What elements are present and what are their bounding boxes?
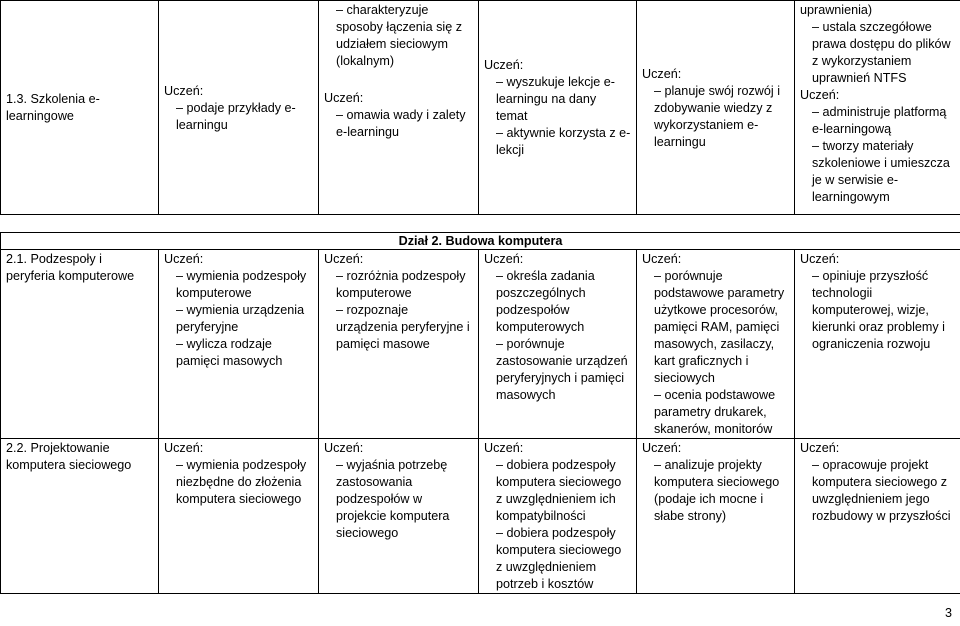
requirement-cell (159, 250, 319, 439)
requirement-item: – opracowuje projekt komputera sieciowego z uwzględnieniem jego rozbudowy w przyszłości (812, 458, 951, 523)
requirement-item: uprawnienia) (800, 3, 873, 17)
topic-label: 2.2. Projektowanie komputera sieciowego (6, 441, 132, 472)
requirement-cell (159, 1, 319, 215)
curriculum-table-top (0, 0, 960, 215)
requirement-item: – dobiera podzespoły komputera sieciowego z uwzględnieniem potrzeb i kosztów (496, 526, 622, 591)
requirement-item: – porównuje zastosowanie urządzeń peryferyjnych i pamięci masowych (496, 337, 628, 402)
requirement-cell (637, 439, 795, 594)
requirement-item: – ocenia podstawowe parametry drukarek, skanerów, monitorów (654, 388, 776, 436)
requirement-item: – omawia wady i zalety e-learningu (336, 108, 466, 139)
student-label: Uczeń: (484, 58, 524, 72)
requirement-item: – podaje przykłady e-learningu (176, 100, 296, 132)
requirement-item: – charakteryzuje sposoby łączenia się z udziałem sieciowym (lokalnym) (336, 3, 463, 68)
requirement-cell (637, 1, 795, 215)
student-label: Uczeń: (484, 252, 524, 266)
student-label: Uczeń: (800, 88, 840, 102)
student-label: Uczeń: (642, 252, 682, 266)
student-label: Uczeń: (800, 252, 840, 266)
section-header (1, 233, 960, 250)
student-label: Uczeń: (324, 252, 364, 266)
requirement-item: – tworzy materiały szkoleniowe i umieszcza je w serwisie e-learningowym (812, 139, 950, 204)
requirement-cell (637, 250, 795, 439)
requirement-item: – wylicza rodzaje pamięci masowych (176, 337, 283, 368)
requirement-cell (795, 439, 960, 594)
student-label: Uczeń: (324, 91, 364, 105)
requirement-cell (479, 439, 637, 594)
requirement-item: – wymienia urządzenia peryferyjne (176, 303, 305, 334)
topic-cell (1, 1, 159, 215)
requirement-item: – ustala szczegółowe prawa dostępu do plików z wykorzystaniem uprawnień NTFS (812, 20, 951, 85)
topic-label: 1.3. Szkolenia e-learningowe (6, 92, 100, 123)
topic-cell (1, 439, 159, 594)
student-label: Uczeń: (164, 441, 204, 455)
requirement-item: – opiniuje przyszłość technologii komputerowej, wizje, kierunki oraz problemy i ograniczenia rozwoju (812, 269, 945, 351)
curriculum-table-section-2 (0, 232, 960, 594)
student-label: Uczeń: (484, 441, 524, 455)
requirement-item: – aktywnie korzysta z e-lekcji (496, 126, 631, 157)
requirement-cell (319, 1, 479, 215)
requirement-item: – wymienia podzespoły komputerowe (176, 269, 307, 300)
requirement-cell (159, 439, 319, 594)
requirement-cell (319, 250, 479, 439)
requirement-cell (795, 250, 960, 439)
requirement-item: – administruje platformą e-learningową (812, 105, 947, 136)
requirement-cell (795, 1, 960, 215)
requirement-item: – rozróżnia podzespoły komputerowe (336, 269, 466, 300)
requirement-cell (479, 1, 637, 215)
requirement-cell (479, 250, 637, 439)
requirement-item: – określa zadania poszczególnych podzespołów komputerowych (496, 269, 595, 334)
requirement-item: – porównuje podstawowe parametry użytkowe procesorów, pamięci RAM, pamięci masowych, zasilaczy, kart graficznych i sieciowych (654, 269, 785, 385)
requirement-cell (319, 439, 479, 594)
student-label: Uczeń: (642, 66, 682, 81)
requirement-item: – planuje swój rozwój i zdobywanie wiedzy z wykorzystaniem e-learningu (654, 83, 780, 149)
student-label: Uczeń: (642, 441, 682, 455)
requirement-item: – wymienia podzespoły niezbędne do złożenia komputera sieciowego (176, 458, 307, 506)
student-label: Uczeń: (164, 252, 204, 266)
page-number: 3 (944, 606, 952, 620)
requirement-item: – dobiera podzespoły komputera sieciowego z uwzględnieniem ich kompatybilności (496, 458, 622, 523)
requirement-item: – rozpoznaje urządzenia peryferyjne i pamięci masowe (336, 303, 470, 351)
requirement-item: – wyjaśnia potrzebę zastosowania podzespołów w projekcie komputera sieciowego (336, 458, 450, 540)
topic-label: 2.1. Podzespoły i peryferia komputerowe (6, 252, 135, 283)
requirement-item: – wyszukuje lekcje e-learningu na dany temat (496, 75, 615, 123)
student-label: Uczeń: (164, 83, 204, 98)
requirement-item: – analizuje projekty komputera sieciowego (podaje ich mocne i słabe strony) (654, 458, 780, 523)
student-label: Uczeń: (800, 441, 840, 455)
topic-cell (1, 250, 159, 439)
section-title: Dział 2. Budowa komputera (398, 234, 563, 248)
student-label: Uczeń: (324, 441, 364, 455)
